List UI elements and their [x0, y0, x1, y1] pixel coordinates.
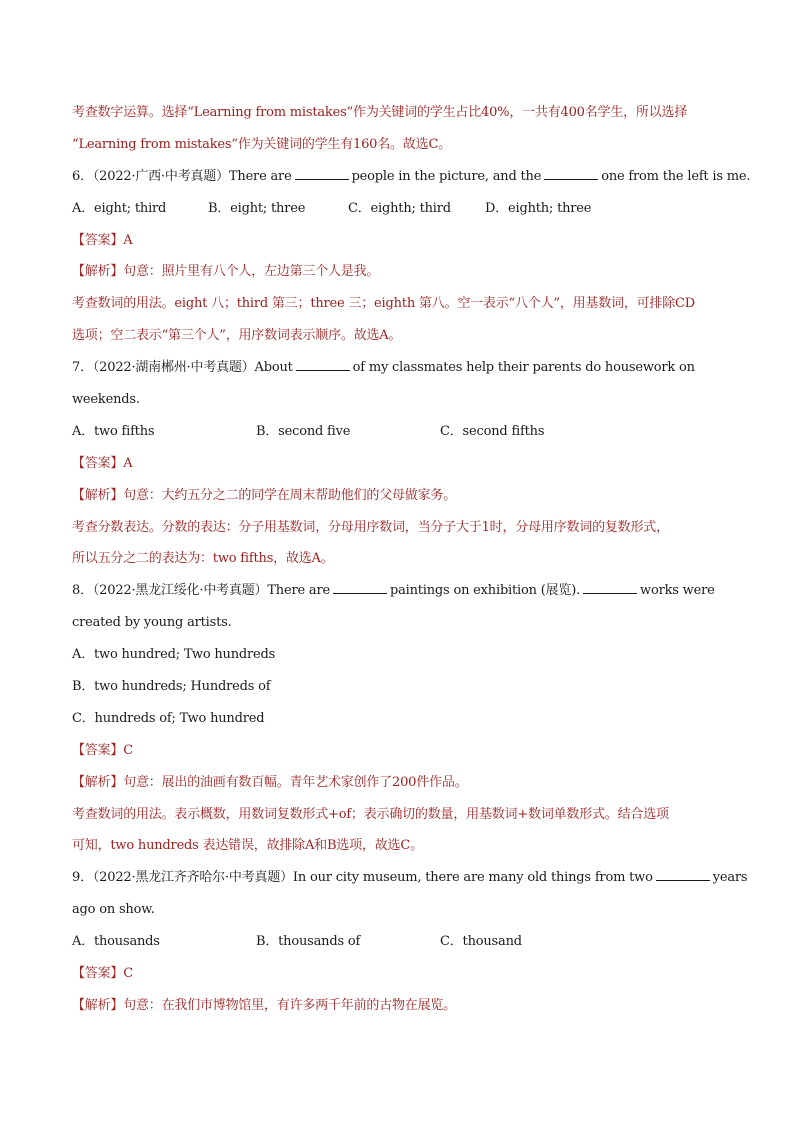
q6-stem-part-1: There are: [228, 168, 292, 184]
q8-stem-part-3: works were: [640, 583, 715, 599]
q8-source: 8．（2022·黑龙江绥化·中考真题）: [72, 583, 268, 599]
q6-blank-2: [544, 167, 598, 180]
q7-options: [72, 416, 732, 448]
q9-option-a: A．thousands: [72, 934, 160, 950]
q5-explanation-line-2: “Learning from mistakes”作为关键词的学生有160名。故选C。: [72, 136, 451, 152]
q6-option-a: A．eight; third: [72, 200, 167, 216]
worksheet-page: [72, 97, 751, 1022]
q8-explanation-line-2: 可知，two hundreds 表达错误，故排除A和B选项，故选C。: [72, 838, 423, 854]
q6-explanation-line-2: 选项；空二表示“第三个人”，用序数词表示顺序。故选A。: [72, 328, 402, 344]
q6-option-c: C．eighth; third: [348, 200, 451, 216]
q7-stem-part-2: of my classmates help their parents do housework on: [352, 360, 695, 376]
q6-blank-1: [295, 167, 349, 180]
q9-answer: [72, 958, 732, 990]
q8-blank-2: [583, 581, 637, 594]
q7-answer-value: A: [123, 455, 133, 471]
q7-stem: [72, 352, 732, 384]
q6-source: 6．（2022·广西·中考真题）: [72, 168, 229, 184]
q8-stem-line-2: created by young artists.: [72, 615, 232, 631]
q8-analysis-text: 句意：展出的油画有数百幅。青年艺术家创作了200件作品。: [123, 774, 468, 790]
analysis-tag: 【解析】: [72, 997, 124, 1013]
q7-blank-1: [296, 358, 350, 371]
q6-stem-part-2: people in the picture, and the: [351, 168, 542, 184]
q8-blank-1: [333, 581, 387, 594]
q9-option-b: B．thousands of: [256, 934, 361, 950]
q6-option-b: B．eight; three: [208, 200, 306, 216]
answer-tag: 【答案】: [72, 455, 124, 471]
q6-analysis: [72, 256, 732, 288]
q7-analysis-text: 句意：大约五分之二的同学在周末帮助他们的父母做家务。: [123, 487, 457, 503]
analysis-tag: 【解析】: [72, 487, 124, 503]
q9-stem-line-2: ago on show.: [72, 902, 155, 918]
q6-explanation-line-1: 考查数词的用法。eight 八；third 第三；three 三；eighth 第八。空一表示“八个人”，用基数词，可排除CD: [72, 296, 695, 312]
q8-stem-part-1: There are: [267, 583, 330, 599]
q9-stem: [72, 862, 748, 894]
q7-option-c: C．second fifths: [440, 423, 545, 439]
q9-stem-part-1: In our city museum, there are many old things from two: [292, 870, 653, 886]
q7-source: 7．（2022·湖南郴州·中考真题）: [72, 360, 255, 376]
q9-option-c: C．thousand: [440, 934, 522, 950]
q7-explanation-line-2: 所以五分之二的表达为：two fifths，故选A。: [72, 551, 334, 567]
q6-stem-part-3: one from the left is me.: [601, 168, 751, 184]
q6-options: [72, 193, 732, 225]
answer-tag: 【答案】: [72, 966, 124, 982]
q6-option-d: D．eighth; three: [485, 200, 592, 216]
q9-analysis-text: 句意：在我们市博物馆里，有许多两千年前的古物在展览。: [123, 997, 457, 1013]
q9-source: 9．（2022·黑龙江齐齐哈尔·中考真题）: [72, 870, 293, 886]
q7-option-a: A．two fifths: [72, 423, 155, 439]
answer-tag: 【答案】: [72, 232, 124, 248]
q7-answer: [72, 448, 732, 480]
q8-explanation-line-1: 考查数词的用法。表示概数，用数词复数形式+of；表示确切的数量，用基数词+数词单数形式。结合选项: [72, 806, 669, 822]
q8-option-c: C．hundreds of; Two hundred: [72, 710, 265, 726]
q7-stem-part-1: About: [254, 360, 293, 376]
answer-tag: 【答案】: [72, 742, 124, 758]
q5-explanation-line-1: 考查数字运算。选择“Learning from mistakes”作为关键词的学生占比40%，一共有400名学生，所以选择: [72, 105, 688, 120]
q7-analysis: [72, 480, 732, 512]
q7-option-b: B．second five: [256, 423, 351, 439]
q8-stem: [72, 575, 732, 607]
q6-stem: [72, 161, 751, 193]
q9-options: [72, 926, 732, 958]
q6-analysis-text: 句意：照片里有八个人，左边第三个人是我。: [123, 264, 380, 280]
q9-analysis: [72, 990, 732, 1022]
q9-stem-part-2: years: [712, 870, 748, 886]
q9-blank-1: [656, 868, 710, 881]
q8-answer-value: C: [123, 742, 133, 758]
q7-stem-line-2: weekends.: [72, 392, 140, 408]
q6-answer: [72, 225, 732, 257]
analysis-tag: 【解析】: [72, 264, 124, 280]
q8-option-a: A．two hundred; Two hundreds: [72, 647, 276, 663]
q8-analysis: [72, 767, 732, 799]
q6-answer-value: A: [123, 232, 133, 248]
q9-answer-value: C: [123, 966, 133, 982]
q8-answer: [72, 735, 732, 767]
q8-option-b: B．two hundreds; Hundreds of: [72, 679, 271, 695]
analysis-tag: 【解析】: [72, 774, 124, 790]
q8-stem-part-2: paintings on exhibition (展览).: [389, 583, 581, 599]
q7-explanation-line-1: 考查分数表达。分数的表达：分子用基数词，分母用序数词，当分子大于1时，分母用序数词的复数形式，: [72, 519, 669, 535]
